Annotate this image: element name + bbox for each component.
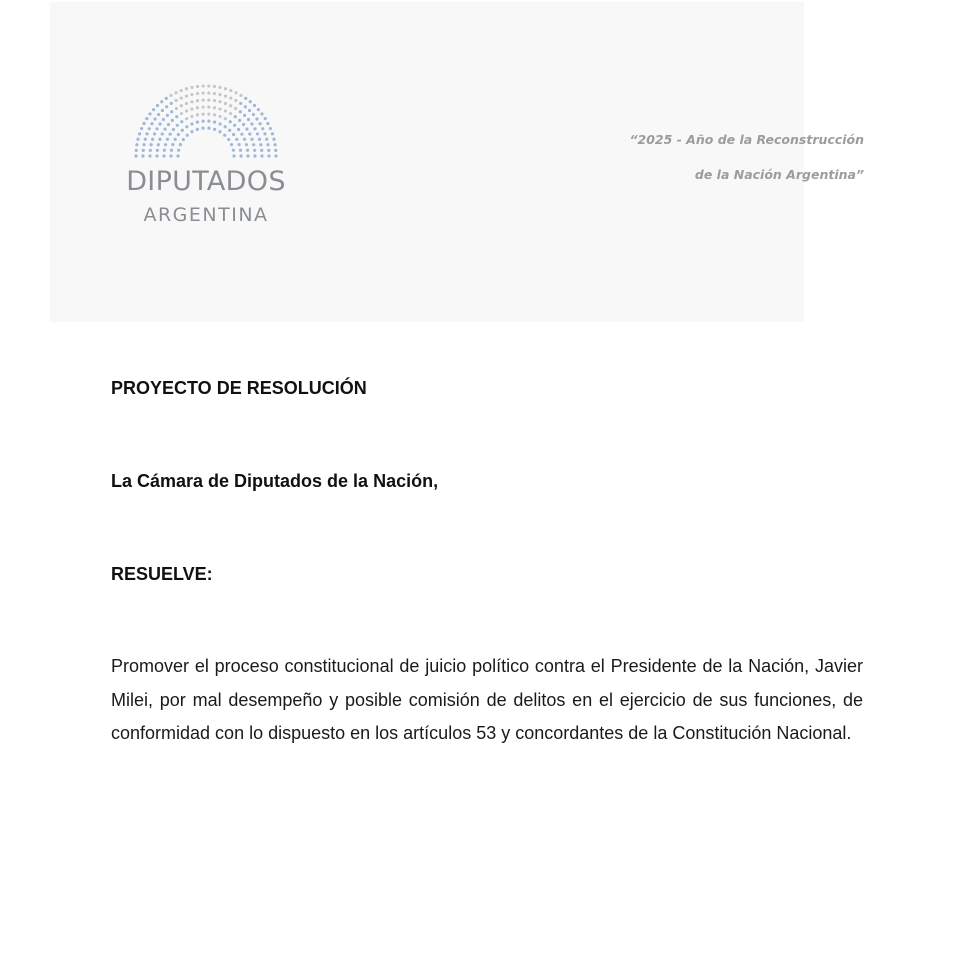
seat-dot xyxy=(273,143,276,146)
seat-dot xyxy=(142,122,145,125)
seat-dot xyxy=(239,149,242,152)
seat-dot xyxy=(190,122,193,125)
seat-dot xyxy=(181,129,184,132)
seat-dot xyxy=(229,89,232,92)
seat-dot xyxy=(180,89,183,92)
seat-dot xyxy=(218,107,221,110)
seat-dot xyxy=(252,143,255,146)
seat-dot xyxy=(169,133,172,136)
seat-dot xyxy=(213,113,216,116)
seat-dot xyxy=(161,109,164,112)
seat-dot xyxy=(175,107,178,110)
seat-dot xyxy=(170,110,173,113)
seat-dot xyxy=(153,117,156,120)
seat-dot xyxy=(245,127,248,130)
seat-dot xyxy=(148,154,151,157)
seat-dot xyxy=(155,154,158,157)
seat-dot xyxy=(202,105,205,108)
seat-dot xyxy=(185,109,188,112)
seat-dot xyxy=(240,133,243,136)
seat-dot xyxy=(136,138,139,141)
seat-dot xyxy=(269,127,272,130)
seat-dot xyxy=(162,118,165,121)
seat-dot xyxy=(160,100,163,103)
seat-dot xyxy=(267,149,270,152)
seat-dot xyxy=(207,120,210,123)
seat-dot xyxy=(224,125,227,128)
seat-dot xyxy=(239,94,242,97)
seat-dot xyxy=(196,128,199,131)
diputados-logo xyxy=(108,82,304,232)
seat-dot xyxy=(170,102,173,105)
seat-dot xyxy=(144,138,147,141)
seat-dot xyxy=(169,154,172,157)
seat-dot xyxy=(190,93,193,96)
seat-dot xyxy=(266,143,269,146)
seat-dot xyxy=(257,108,260,111)
document-title: PROYECTO DE RESOLUCIÓN xyxy=(111,378,367,398)
seat-dot xyxy=(242,123,245,126)
seat-dot xyxy=(266,122,269,125)
seat-dot xyxy=(218,130,221,133)
seat-dot xyxy=(138,132,141,135)
seat-dot xyxy=(213,106,216,109)
seat-dot xyxy=(260,154,263,157)
seat-dot xyxy=(152,108,155,111)
seat-dot xyxy=(244,105,247,108)
seat-dot xyxy=(135,143,138,146)
seat-dot xyxy=(259,143,262,146)
seat-dot xyxy=(234,99,237,102)
seat-dot xyxy=(165,97,168,100)
seat-dot xyxy=(190,100,193,103)
seat-dot xyxy=(202,113,205,116)
seat-dot xyxy=(227,138,230,141)
seat-dot xyxy=(267,154,270,157)
seat-dot xyxy=(180,104,183,107)
seat-dot xyxy=(207,127,210,130)
seat-dot xyxy=(148,112,151,115)
seat-dot xyxy=(145,117,148,120)
seat-dot xyxy=(171,119,174,122)
seat-dot xyxy=(148,127,151,130)
seat-dot xyxy=(157,113,160,116)
seat-dot xyxy=(224,94,227,97)
seat-dot xyxy=(237,128,240,131)
seat-dot xyxy=(163,127,166,130)
seat-dot xyxy=(185,102,188,105)
seat-dot xyxy=(142,143,145,146)
seat-dot xyxy=(234,107,237,110)
seat-dot xyxy=(258,122,261,125)
seat-dot xyxy=(243,138,246,141)
seat-dot xyxy=(258,138,261,141)
seat-dot xyxy=(140,127,143,130)
seat-dot xyxy=(165,105,168,108)
seat-dot xyxy=(202,91,205,94)
seat-dot xyxy=(180,120,183,123)
seat-dot xyxy=(177,149,180,152)
seat-dot xyxy=(256,132,259,135)
seat-dot xyxy=(253,154,256,157)
seat-dot xyxy=(201,127,204,130)
seat-dot xyxy=(141,154,144,157)
seat-dot xyxy=(158,122,161,125)
seat-dot xyxy=(196,120,199,123)
seat-dot xyxy=(239,102,242,105)
seat-dot xyxy=(218,122,221,125)
seat-dot xyxy=(196,99,199,102)
seat-dot xyxy=(196,113,199,116)
seat-dot xyxy=(253,149,256,152)
seat-dot xyxy=(161,132,164,135)
seat-dot xyxy=(233,124,236,127)
seat-dot xyxy=(252,113,255,116)
seat-dot xyxy=(232,133,235,136)
seat-dot xyxy=(235,138,238,141)
seat-dot xyxy=(177,133,180,136)
seat-dot xyxy=(253,127,256,130)
seat-dot xyxy=(171,143,174,146)
seat-dot xyxy=(176,154,179,157)
seat-dot xyxy=(175,115,178,118)
seat-dot xyxy=(156,104,159,107)
seat-dot xyxy=(245,143,248,146)
seat-dot xyxy=(224,109,227,112)
seat-dot xyxy=(232,154,235,157)
seat-dot xyxy=(207,91,210,94)
seat-dot xyxy=(180,96,183,99)
seat-dot xyxy=(207,84,210,87)
seat-dot xyxy=(224,102,227,105)
seat-dot xyxy=(272,138,275,141)
seat-dot xyxy=(228,129,231,132)
seat-dot xyxy=(261,127,264,130)
seat-dot xyxy=(239,110,242,113)
seat-dot xyxy=(196,85,199,88)
seat-dot xyxy=(218,100,221,103)
seat-dot xyxy=(232,149,235,152)
seat-dot xyxy=(229,112,232,115)
seat-dot xyxy=(190,86,193,89)
logo-title: DIPUTADOS xyxy=(126,166,286,197)
seat-dot xyxy=(175,99,178,102)
seat-dot xyxy=(238,143,241,146)
seat-dot xyxy=(207,113,210,116)
year-motto xyxy=(629,122,864,192)
seat-dot xyxy=(274,149,277,152)
seat-dot xyxy=(150,143,153,146)
seat-dot xyxy=(249,100,252,103)
seat-dot xyxy=(170,149,173,152)
seat-dot xyxy=(230,143,233,146)
seat-dot xyxy=(244,97,247,100)
seat-dot xyxy=(185,94,188,97)
seat-dot xyxy=(223,134,226,137)
seat-dot xyxy=(176,124,179,127)
seat-dot xyxy=(135,149,138,152)
seat-dot xyxy=(213,120,216,123)
seat-dot xyxy=(155,127,158,130)
year-motto-line-2: de la Nación Argentina” xyxy=(694,167,864,182)
seat-dot xyxy=(174,138,177,141)
seat-dot xyxy=(134,154,137,157)
seat-dot xyxy=(149,149,152,152)
seat-dot xyxy=(150,122,153,125)
seat-dot xyxy=(250,122,253,125)
seat-dot xyxy=(239,154,242,157)
seat-dot xyxy=(202,120,205,123)
resolve-label: RESUELVE: xyxy=(111,564,213,584)
seat-dot xyxy=(213,85,216,88)
seat-dot xyxy=(234,115,237,118)
seat-dot xyxy=(156,149,159,152)
seat-dot xyxy=(185,125,188,128)
seat-dot xyxy=(213,128,216,131)
seat-dot xyxy=(253,104,256,107)
seat-dot xyxy=(169,94,172,97)
seat-dot xyxy=(167,123,170,126)
seat-dot xyxy=(246,154,249,157)
seat-dot xyxy=(260,112,263,115)
seat-dot xyxy=(238,119,241,122)
seat-dot xyxy=(174,91,177,94)
seat-dot xyxy=(234,91,237,94)
seat-dot xyxy=(218,115,221,118)
seat-dot xyxy=(157,143,160,146)
seat-dot xyxy=(218,86,221,89)
hemicycle-icon xyxy=(130,82,282,162)
seat-dot xyxy=(190,130,193,133)
seat-dot xyxy=(248,109,251,112)
seat-dot xyxy=(260,149,263,152)
seat-dot xyxy=(186,134,189,137)
seat-dot xyxy=(207,98,210,101)
seat-dot xyxy=(218,93,221,96)
seat-dot xyxy=(166,138,169,141)
seat-dot xyxy=(224,117,227,120)
seat-dot xyxy=(263,132,266,135)
seat-dot xyxy=(255,117,258,120)
seat-dot xyxy=(248,132,251,135)
seat-dot xyxy=(250,138,253,141)
seat-dot xyxy=(202,98,205,101)
seat-dot xyxy=(142,149,145,152)
seat-dot xyxy=(190,115,193,118)
seat-dot xyxy=(207,105,210,108)
seat-dot xyxy=(213,92,216,95)
seat-dot xyxy=(190,107,193,110)
seat-dot xyxy=(179,143,182,146)
seat-dot xyxy=(145,132,148,135)
seat-dot xyxy=(274,154,277,157)
seat-dot xyxy=(185,87,188,90)
seat-dot xyxy=(229,120,232,123)
seat-dot xyxy=(271,132,274,135)
seat-dot xyxy=(196,106,199,109)
seat-dot xyxy=(246,149,249,152)
addressee: La Cámara de Diputados de la Nación, xyxy=(111,471,439,491)
seat-dot xyxy=(213,99,216,102)
seat-dot xyxy=(180,112,183,115)
seat-dot xyxy=(153,132,156,135)
seat-dot xyxy=(163,149,166,152)
seat-dot xyxy=(158,138,161,141)
seat-dot xyxy=(243,114,246,117)
seat-dot xyxy=(247,118,250,121)
seat-dot xyxy=(229,104,232,107)
resolution-body: Promover el proceso constitucional de juicio político contra el Presidente de la Nación, Javier Milei, por mal desempeño y posible comisión de delitos en el ejercicio de sus funciones, de conformidad con lo dispuesto en los artículos 53 y concordantes de la Constitución Nacional. xyxy=(111,656,863,743)
seat-dot xyxy=(164,143,167,146)
seat-dot xyxy=(196,92,199,95)
seat-dot xyxy=(202,84,205,87)
seat-dot xyxy=(151,138,154,141)
seat-dot xyxy=(166,114,169,117)
seat-dot xyxy=(182,138,185,141)
year-motto-line-1: “2025 - Año de la Reconstrucción xyxy=(629,132,864,147)
seat-dot xyxy=(264,117,267,120)
logo-subtitle: ARGENTINA xyxy=(143,204,269,226)
seat-dot xyxy=(265,138,268,141)
seat-dot xyxy=(172,128,175,131)
seat-dot xyxy=(229,96,232,99)
seat-dot xyxy=(162,154,165,157)
seat-dot xyxy=(185,117,188,120)
seat-dot xyxy=(224,87,227,90)
